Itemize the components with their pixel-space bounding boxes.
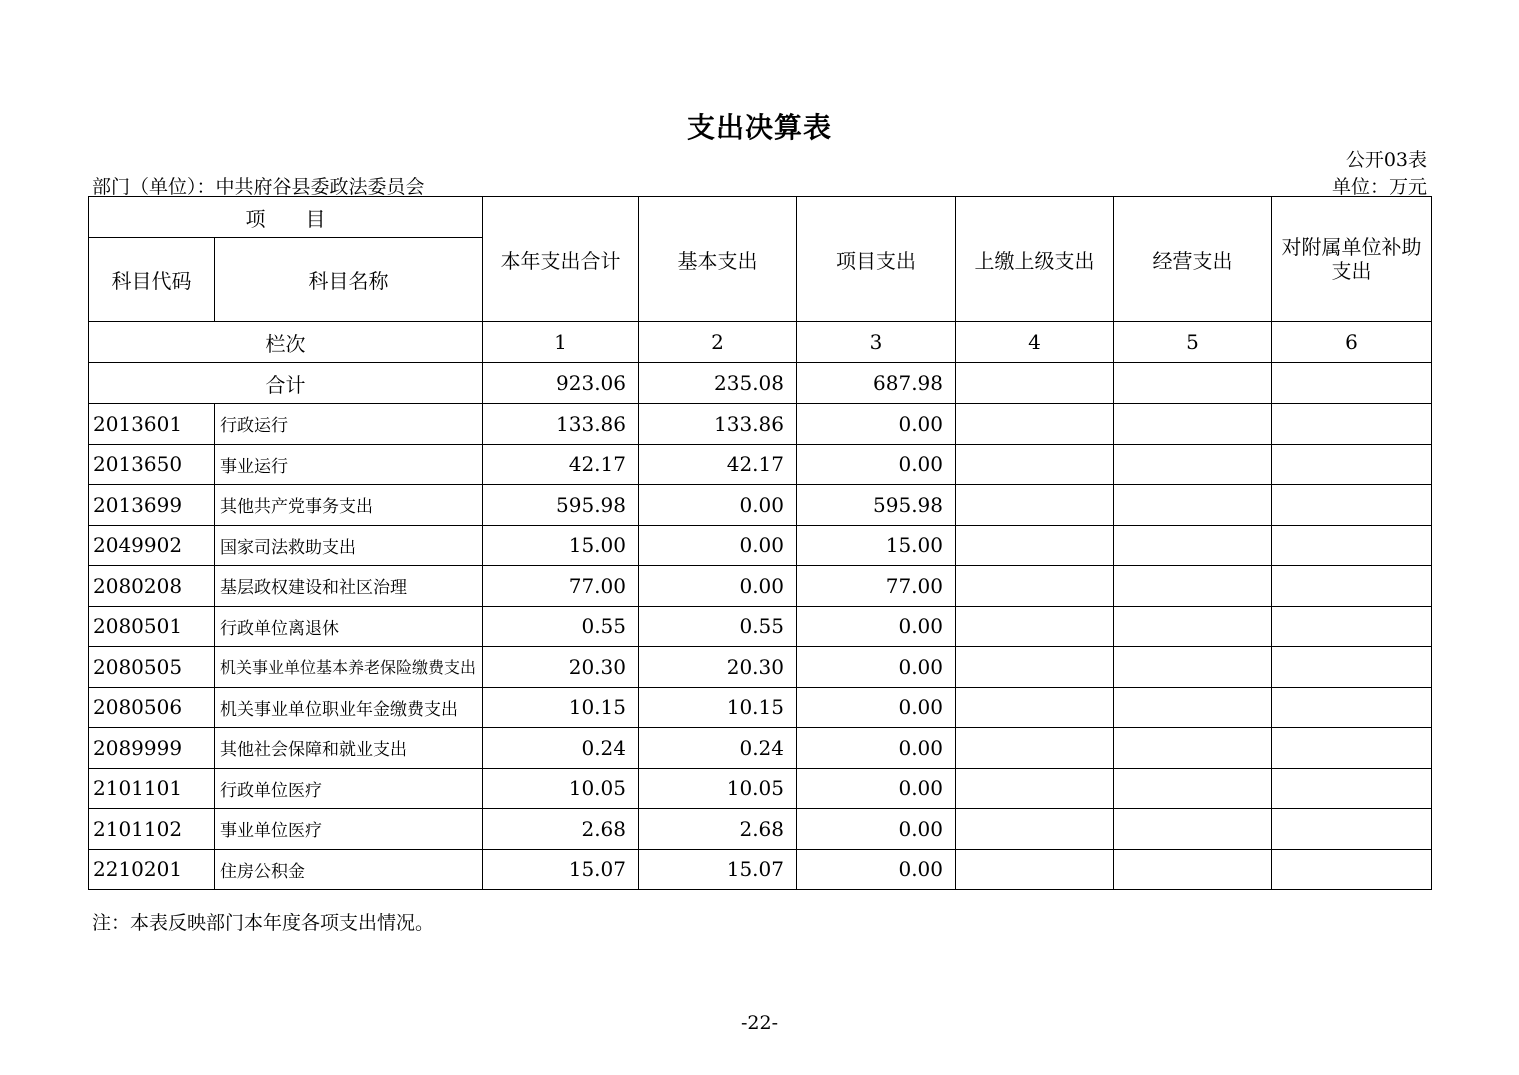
- business-expenditure-cell: [1114, 566, 1272, 607]
- table-row: [89, 404, 1432, 445]
- upper-remittance-cell: [956, 728, 1114, 769]
- project-expenditure-cell: 0.00: [797, 647, 956, 688]
- account-code-cell: 2080208: [89, 566, 215, 607]
- account-code-cell: 2013699: [89, 485, 215, 526]
- account-name-cell: 机关事业单位职业年金缴费支出: [215, 687, 483, 728]
- account-name-cell: 基层政权建设和社区治理: [215, 566, 483, 607]
- table-row: [89, 768, 1432, 809]
- department-label: 部门（单位）：中共府谷县委政法委员会: [92, 176, 425, 198]
- account-name-cell: 事业运行: [215, 444, 483, 485]
- subsidy-expenditure-cell: [1272, 687, 1432, 728]
- column-number: 6: [1272, 322, 1432, 363]
- subsidy-expenditure-cell: [1272, 849, 1432, 890]
- subsidy-expenditure-cell: [1272, 485, 1432, 526]
- business-expenditure-cell: [1114, 606, 1272, 647]
- table-row: [89, 849, 1432, 890]
- account-code-cell: 2101101: [89, 768, 215, 809]
- table-note: 注：本表反映部门本年度各项支出情况。: [92, 912, 435, 934]
- subsidy-expenditure-cell: [1272, 444, 1432, 485]
- header-code: 科目代码: [89, 238, 215, 322]
- total-expenditure-cell: 10.05: [483, 768, 639, 809]
- basic-expenditure-cell: 20.30: [639, 647, 797, 688]
- total-expenditure-cell: 0.55: [483, 606, 639, 647]
- basic-expenditure-cell: 42.17: [639, 444, 797, 485]
- table-row: [89, 525, 1432, 566]
- subsidy-expenditure-cell: [1272, 768, 1432, 809]
- account-name-cell: 住房公积金: [215, 849, 483, 890]
- subsidy-expenditure-cell: [1272, 606, 1432, 647]
- basic-expenditure-cell: 2.68: [639, 809, 797, 850]
- basic-expenditure-cell: 10.05: [639, 768, 797, 809]
- total-expenditure-cell: 133.86: [483, 404, 639, 445]
- account-code-cell: 2210201: [89, 849, 215, 890]
- account-name-cell: 事业单位医疗: [215, 809, 483, 850]
- account-name-cell: 机关事业单位基本养老保险缴费支出: [215, 647, 483, 688]
- upper-remittance-cell: [956, 768, 1114, 809]
- table-row: [89, 444, 1432, 485]
- column-number: 4: [956, 322, 1114, 363]
- business-expenditure-cell: [1114, 687, 1272, 728]
- project-expenditure-cell: 0.00: [797, 768, 956, 809]
- business-expenditure-cell: [1114, 809, 1272, 850]
- business-expenditure-cell: [1114, 647, 1272, 688]
- total-expenditure-cell: 15.00: [483, 525, 639, 566]
- page-number: -22-: [740, 1012, 779, 1034]
- account-code-cell: 2080505: [89, 647, 215, 688]
- expenditure-table: [88, 196, 1432, 890]
- upper-remittance-cell: [956, 444, 1114, 485]
- upper-remittance-cell: [956, 404, 1114, 445]
- header-name: 科目名称: [215, 238, 483, 322]
- total-row-subsidy: [1272, 363, 1432, 404]
- column-number: 3: [797, 322, 956, 363]
- report-title: 支出决算表: [686, 111, 832, 144]
- account-name-cell: 其他社会保障和就业支出: [215, 728, 483, 769]
- table-row: [89, 728, 1432, 769]
- subsidy-expenditure-cell: [1272, 525, 1432, 566]
- total-expenditure-cell: 77.00: [483, 566, 639, 607]
- basic-expenditure-cell: 0.00: [639, 566, 797, 607]
- form-number: 公开03表: [1345, 149, 1427, 171]
- account-code-cell: 2101102: [89, 809, 215, 850]
- table-row: [89, 647, 1432, 688]
- basic-expenditure-cell: 0.24: [639, 728, 797, 769]
- account-code-cell: 2013601: [89, 404, 215, 445]
- upper-remittance-cell: [956, 606, 1114, 647]
- account-code-cell: 2089999: [89, 728, 215, 769]
- business-expenditure-cell: [1114, 768, 1272, 809]
- account-name-cell: 其他共产党事务支出: [215, 485, 483, 526]
- subsidy-expenditure-cell: [1272, 566, 1432, 607]
- subsidy-expenditure-cell: [1272, 809, 1432, 850]
- project-expenditure-cell: 0.00: [797, 809, 956, 850]
- basic-expenditure-cell: 133.86: [639, 404, 797, 445]
- column-number: 2: [639, 322, 797, 363]
- business-expenditure-cell: [1114, 849, 1272, 890]
- upper-remittance-cell: [956, 566, 1114, 607]
- account-name-cell: 行政运行: [215, 404, 483, 445]
- total-expenditure-cell: 15.07: [483, 849, 639, 890]
- table-row: [89, 687, 1432, 728]
- project-expenditure-cell: 0.00: [797, 728, 956, 769]
- account-name-cell: 行政单位医疗: [215, 768, 483, 809]
- upper-remittance-cell: [956, 849, 1114, 890]
- subsidy-expenditure-cell: [1272, 404, 1432, 445]
- header-project: 项目支出: [797, 197, 956, 322]
- upper-remittance-cell: [956, 525, 1114, 566]
- business-expenditure-cell: [1114, 444, 1272, 485]
- business-expenditure-cell: [1114, 485, 1272, 526]
- header-item: 项 目: [89, 197, 483, 238]
- account-name-cell: 行政单位离退休: [215, 606, 483, 647]
- project-expenditure-cell: 0.00: [797, 606, 956, 647]
- upper-remittance-cell: [956, 687, 1114, 728]
- project-expenditure-cell: 0.00: [797, 404, 956, 445]
- total-row-label: 合计: [89, 363, 483, 404]
- column-number: 5: [1114, 322, 1272, 363]
- project-expenditure-cell: 0.00: [797, 849, 956, 890]
- total-expenditure-cell: 2.68: [483, 809, 639, 850]
- total-row-business: [1114, 363, 1272, 404]
- basic-expenditure-cell: 0.00: [639, 525, 797, 566]
- column-row-label: 栏次: [89, 322, 483, 363]
- total-expenditure-cell: 10.15: [483, 687, 639, 728]
- total-row-upper: [956, 363, 1114, 404]
- total-row-project: 687.98: [797, 363, 956, 404]
- project-expenditure-cell: 15.00: [797, 525, 956, 566]
- project-expenditure-cell: 0.00: [797, 687, 956, 728]
- account-code-cell: 2080506: [89, 687, 215, 728]
- header-basic: 基本支出: [639, 197, 797, 322]
- project-expenditure-cell: 595.98: [797, 485, 956, 526]
- account-code-cell: 2080501: [89, 606, 215, 647]
- table-row: [89, 809, 1432, 850]
- basic-expenditure-cell: 0.00: [639, 485, 797, 526]
- header-upper: 上缴上级支出: [956, 197, 1114, 322]
- table-row: [89, 485, 1432, 526]
- total-row-total: 923.06: [483, 363, 639, 404]
- header-business: 经营支出: [1114, 197, 1272, 322]
- project-expenditure-cell: 0.00: [797, 444, 956, 485]
- upper-remittance-cell: [956, 647, 1114, 688]
- upper-remittance-cell: [956, 809, 1114, 850]
- basic-expenditure-cell: 0.55: [639, 606, 797, 647]
- business-expenditure-cell: [1114, 404, 1272, 445]
- header-total: 本年支出合计: [483, 197, 639, 322]
- account-code-cell: 2013650: [89, 444, 215, 485]
- business-expenditure-cell: [1114, 525, 1272, 566]
- total-row-basic: 235.08: [639, 363, 797, 404]
- table-row: [89, 606, 1432, 647]
- account-name-cell: 国家司法救助支出: [215, 525, 483, 566]
- basic-expenditure-cell: 10.15: [639, 687, 797, 728]
- basic-expenditure-cell: 15.07: [639, 849, 797, 890]
- business-expenditure-cell: [1114, 728, 1272, 769]
- total-expenditure-cell: 595.98: [483, 485, 639, 526]
- total-expenditure-cell: 20.30: [483, 647, 639, 688]
- subsidy-expenditure-cell: [1272, 647, 1432, 688]
- upper-remittance-cell: [956, 485, 1114, 526]
- total-expenditure-cell: 42.17: [483, 444, 639, 485]
- column-number: 1: [483, 322, 639, 363]
- account-code-cell: 2049902: [89, 525, 215, 566]
- unit-label: 单位：万元: [1331, 176, 1427, 198]
- subsidy-expenditure-cell: [1272, 728, 1432, 769]
- header-subsidy: 对附属单位补助支出: [1272, 197, 1432, 322]
- total-expenditure-cell: 0.24: [483, 728, 639, 769]
- project-expenditure-cell: 77.00: [797, 566, 956, 607]
- table-row: [89, 566, 1432, 607]
